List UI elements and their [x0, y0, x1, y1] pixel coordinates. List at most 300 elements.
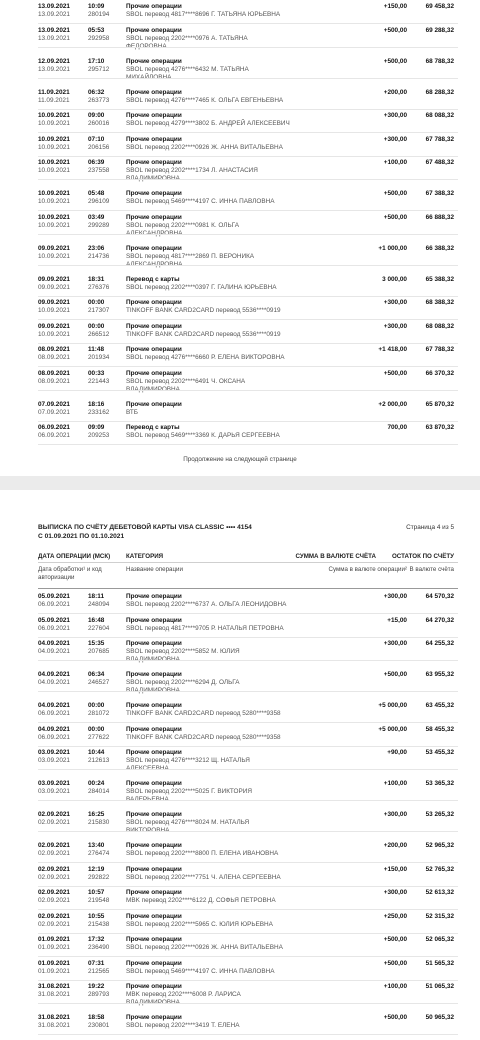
operation-date: 04.09.2021: [38, 671, 70, 678]
operation-description: SBOL перевод 2202****6491 Ч. ОКСАНА ВЛАДИМИРОВНА: [126, 377, 246, 393]
auth-code: 233162: [88, 408, 110, 416]
account-balance: 64 255,32: [425, 640, 454, 647]
operation-date: 13.09.2021: [38, 3, 70, 10]
operation-date: 09.09.2021: [38, 275, 70, 283]
row-divider: [38, 179, 458, 180]
account-balance: 63 870,32: [425, 424, 454, 431]
account-balance: 68 288,32: [425, 88, 454, 96]
operation-description: SBOL перевод 4279****3802 Б. АНДРЕЙ АЛЕКСЕЕВИЧ: [126, 120, 290, 127]
operation-date: 10.09.2021: [38, 112, 70, 119]
table-row: [0, 777, 480, 801]
account-balance: 52 765,32: [425, 865, 454, 873]
operation-date: 01.09.2021: [38, 936, 70, 943]
operation-description: SBOL перевод 4817****2869 П. ВЕРОНИКА АЛЕКСАНДРОВНА: [126, 252, 255, 268]
processing-date: 31.08.2021: [38, 1022, 70, 1029]
auth-code: 212613: [88, 757, 110, 764]
operation-amount: 3 000,00: [382, 275, 407, 283]
account-balance: 51 565,32: [425, 959, 454, 967]
col-date-subheader: Дата обработки¹ и код авторизации: [38, 566, 102, 581]
account-balance: 53 265,32: [425, 811, 454, 818]
operation-amount: +100,00: [383, 780, 407, 787]
account-balance: 68 388,32: [425, 299, 454, 306]
processing-date: 10.09.2021: [38, 198, 70, 205]
processing-date: 08.09.2021: [38, 377, 70, 385]
account-balance: 58 455,32: [425, 725, 454, 733]
operation-amount: +90,00: [387, 749, 407, 756]
account-balance: 52 065,32: [425, 936, 454, 943]
auth-code: 299289: [88, 221, 110, 229]
operation-category: Прочие операции: [126, 959, 182, 967]
operation-description: SBOL перевод 2202****7751 Ч. АЛЕНА СЕРГЕЕВНА: [126, 873, 281, 881]
operation-description: SBOL перевод 5469****4197 С. ИННА ПАВЛОВНА: [126, 967, 275, 975]
statement-period: С 01.09.2021 ПО 01.10.2021: [38, 533, 125, 540]
account-balance: 63 455,32: [425, 702, 454, 709]
table-row: [0, 1011, 480, 1035]
auth-code: 230801: [88, 1022, 110, 1029]
operation-amount: +300,00: [383, 135, 407, 143]
row-divider: [38, 800, 458, 801]
row-divider: [38, 831, 458, 832]
processing-date: 07.09.2021: [38, 408, 70, 416]
operation-category: Прочие операции: [126, 213, 182, 221]
account-balance: 68 788,32: [425, 57, 454, 65]
operation-time: 10:44: [88, 749, 105, 756]
operation-time: 11:48: [88, 346, 104, 353]
operation-amount: +100,00: [383, 159, 407, 166]
operation-time: 00:24: [88, 780, 105, 787]
account-balance: 63 955,32: [425, 671, 454, 678]
page-number: Страница 4 из 5: [406, 524, 454, 531]
operation-amount: +2 000,00: [378, 400, 407, 408]
operation-date: 10.09.2021: [38, 135, 70, 143]
processing-date: 10.09.2021: [38, 221, 70, 229]
auth-code: 212565: [88, 967, 110, 975]
operation-category: Прочие операции: [126, 749, 182, 756]
processing-date: 13.09.2021: [38, 65, 70, 73]
auth-code: 248094: [88, 601, 110, 608]
table-row: [0, 86, 480, 110]
operation-time: 15:35: [88, 640, 105, 647]
processing-date: 02.09.2021: [38, 850, 70, 857]
operation-description: SBOL перевод 2202****5852 М. ЮЛИЯ ВЛАДИМИРОВНА: [126, 648, 240, 663]
operation-time: 12:19: [88, 865, 105, 873]
operation-time: 23:06: [88, 244, 105, 252]
processing-date: 10.09.2021: [38, 307, 70, 314]
operation-time: 09:09: [88, 424, 105, 431]
operation-description: SBOL перевод 4817****8696 Г. ТАТЬЯНА ЮРЬЕВНА: [126, 11, 281, 18]
operation-time: 07:10: [88, 135, 105, 143]
operation-date: 02.09.2021: [38, 842, 70, 849]
auth-code: 295712: [88, 65, 110, 73]
operation-amount: +500,00: [383, 936, 407, 943]
operation-category: Прочие операции: [126, 983, 182, 990]
operation-category: Прочие операции: [126, 346, 182, 353]
row-divider: [38, 234, 458, 235]
operation-description: TINKOFF BANK CARD2CARD перевод 5536****0919: [126, 307, 281, 314]
auth-code: 217307: [88, 307, 110, 314]
table-row: [0, 273, 480, 297]
processing-date: 13.09.2021: [38, 34, 70, 42]
account-balance: 52 315,32: [425, 912, 454, 920]
table-row: [0, 699, 480, 723]
operation-time: 06:32: [88, 88, 105, 96]
statement-page-3: [0, 0, 480, 476]
operation-category: Прочие операции: [126, 616, 182, 624]
table-row: [0, 55, 480, 79]
operation-amount: +500,00: [383, 959, 407, 967]
auth-code: 237558: [88, 167, 110, 174]
auth-code: 246527: [88, 679, 110, 686]
operation-time: 10:55: [88, 912, 105, 920]
operation-amount: +300,00: [383, 299, 407, 306]
processing-date: 08.09.2021: [38, 354, 70, 361]
operation-description: ВТБ: [126, 408, 138, 416]
operation-category: Прочие операции: [126, 640, 182, 647]
table-row: [0, 156, 480, 180]
account-balance: 53 365,32: [425, 780, 454, 787]
auth-code: 201934: [88, 354, 110, 361]
processing-date: 10.09.2021: [38, 120, 70, 127]
operation-date: 02.09.2021: [38, 889, 70, 896]
operation-date: 10.09.2021: [38, 213, 70, 221]
processing-date: 10.09.2021: [38, 252, 70, 260]
processing-date: 10.09.2021: [38, 167, 70, 174]
row-divider: [38, 265, 458, 266]
operation-description: TINKOFF BANK CARD2CARD перевод 5280****9358: [126, 733, 281, 741]
operation-date: 08.09.2021: [38, 346, 70, 353]
operation-time: 13:40: [88, 842, 105, 849]
row-divider: [38, 769, 458, 770]
operation-description: SBOL перевод 2202****0926 Ж. АННА ВИТАЛЬЕВНА: [126, 944, 283, 951]
operation-amount: +300,00: [383, 811, 407, 818]
operation-description: SBOL перевод 2202****8800 П. ЕЛЕНА ИВАНОВНА: [126, 850, 279, 857]
operation-description: SBOL перевод 4276****6660 Р. ЕЛЕНА ВИКТОРОВНА: [126, 354, 285, 361]
operation-date: 04.09.2021: [38, 702, 70, 709]
auth-code: 219548: [88, 897, 110, 904]
table-row: [0, 933, 480, 957]
auth-code: 292822: [88, 873, 110, 881]
table-row: [0, 723, 480, 747]
operation-time: 06:34: [88, 671, 105, 678]
account-balance: 51 065,32: [425, 983, 454, 990]
auth-code: 292958: [88, 34, 110, 42]
account-balance: 53 455,32: [425, 749, 454, 756]
operation-description: SBOL перевод 2202****6294 Д. ОЛЬГА ВЛАДИМИРОВНА: [126, 679, 240, 694]
operation-category: Прочие операции: [126, 725, 182, 733]
operation-date: 11.09.2021: [38, 88, 70, 96]
operation-amount: +500,00: [383, 369, 407, 377]
operation-time: 00:00: [88, 299, 105, 306]
operation-date: 12.09.2021: [38, 57, 70, 65]
operation-date: 02.09.2021: [38, 811, 70, 818]
operation-amount: +1 000,00: [378, 244, 407, 252]
operation-amount: 700,00: [387, 424, 407, 431]
operation-amount: +300,00: [383, 640, 407, 647]
table-row: [0, 910, 480, 934]
operation-amount: +1 418,00: [378, 346, 407, 353]
operation-time: 05:53: [88, 26, 105, 34]
auth-code: 214736: [88, 252, 110, 260]
operation-description: TINKOFF BANK CARD2CARD перевод 5280****9358: [126, 710, 281, 717]
auth-code: 227604: [88, 624, 110, 632]
auth-code: 215830: [88, 819, 110, 826]
auth-code: 221443: [88, 377, 110, 385]
table-row: [0, 24, 480, 48]
auth-code: 276376: [88, 283, 110, 291]
processing-date: 04.09.2021: [38, 648, 70, 655]
operation-category: Прочие операции: [126, 159, 182, 166]
auth-code: 296109: [88, 198, 110, 205]
operation-category: Прочие операции: [126, 400, 182, 408]
col-balance-subheader: В валюте счёта: [409, 566, 454, 573]
operation-description: SBOL перевод 4276****6432 М. ТАТЬЯНА МИХАЙЛОВНА: [126, 65, 249, 81]
table-row: [0, 421, 480, 445]
processing-date: 02.09.2021: [38, 897, 70, 904]
account-balance: 65 388,32: [425, 275, 454, 283]
table-row: [0, 109, 480, 133]
row-divider: [38, 1003, 458, 1004]
col-balance-header: ОСТАТОК ПО СЧЁТУ: [391, 553, 454, 560]
page-gap: [0, 476, 480, 490]
account-balance: 67 788,32: [425, 346, 454, 353]
processing-date: 06.09.2021: [38, 624, 70, 632]
operation-time: 05:48: [88, 190, 105, 197]
account-balance: 67 388,32: [425, 190, 454, 197]
operation-date: 04.09.2021: [38, 725, 70, 733]
operation-time: 10:09: [88, 3, 105, 10]
operation-date: 02.09.2021: [38, 912, 70, 920]
operation-category: Прочие операции: [126, 244, 182, 252]
processing-date: 06.09.2021: [38, 710, 70, 717]
operation-time: 00:00: [88, 725, 105, 733]
operation-date: 05.09.2021: [38, 593, 70, 600]
operation-category: Прочие операции: [126, 889, 182, 896]
processing-date: 06.09.2021: [38, 601, 70, 608]
table-row: [0, 398, 480, 422]
table-row: [0, 343, 480, 367]
operation-time: 18:58: [88, 1014, 105, 1021]
subheader-divider: [38, 588, 458, 589]
operation-category: Прочие операции: [126, 842, 182, 849]
account-balance: 64 270,32: [425, 616, 454, 624]
operation-date: 08.09.2021: [38, 369, 70, 377]
col-category-subheader: Название операции: [126, 566, 183, 573]
processing-date: 10.09.2021: [38, 330, 70, 338]
operation-time: 10:57: [88, 889, 105, 896]
header-divider: [38, 562, 458, 563]
operation-description: SBOL перевод 4817****9705 Р. НАТАЛЬЯ ПЕТРОВНА: [126, 624, 284, 632]
operation-time: 09:00: [88, 112, 105, 119]
table-row: [0, 668, 480, 692]
operation-description: SBOL перевод 4276****7465 К. ОЛЬГА ЕВГЕНЬЕВНА: [126, 96, 284, 104]
operation-time: 07:31: [88, 959, 105, 967]
operation-category: Прочие операции: [126, 865, 182, 873]
operation-time: 03:49: [88, 213, 105, 221]
table-row: [0, 242, 480, 266]
processing-date: 11.09.2021: [38, 96, 70, 104]
table-row: [0, 614, 480, 638]
operation-category: Прочие операции: [126, 3, 182, 10]
account-balance: 66 888,32: [425, 213, 454, 221]
auth-code: 289793: [88, 991, 110, 998]
operation-amount: +5 000,00: [378, 702, 407, 709]
operation-date: 03.09.2021: [38, 780, 70, 787]
account-balance: 68 088,32: [425, 322, 454, 330]
processing-date: 09.09.2021: [38, 283, 70, 291]
account-balance: 50 965,32: [425, 1014, 454, 1021]
operation-description: MBK перевод 2202****6008 Р. ЛАРИСА ВЛАДИМИРОВНА: [126, 991, 241, 1006]
operation-time: 00:33: [88, 369, 105, 377]
account-balance: 52 613,32: [425, 889, 454, 896]
operation-time: 18:16: [88, 400, 105, 408]
operation-date: 03.09.2021: [38, 749, 70, 756]
operation-description: SBOL перевод 2202****5965 С. ЮЛИЯ ЮРЬЕВНА: [126, 920, 273, 928]
operation-category: Прочие операции: [126, 26, 182, 34]
operation-amount: +100,00: [383, 983, 407, 990]
operation-amount: +150,00: [383, 3, 407, 10]
auth-code: 277622: [88, 733, 110, 741]
auth-code: 260016: [88, 120, 110, 127]
row-divider: [38, 47, 458, 48]
operation-amount: +500,00: [383, 57, 407, 65]
operation-description: SBOL перевод 2202****0976 А. ТАТЬЯНА ФЕДОРОВНА: [126, 34, 248, 50]
account-balance: 67 788,32: [425, 135, 454, 143]
table-row: [0, 980, 480, 1004]
account-balance: 69 458,32: [425, 3, 454, 10]
operation-amount: +250,00: [383, 912, 407, 920]
operation-category: Прочие операции: [126, 299, 182, 306]
auth-code: 207685: [88, 648, 110, 655]
operation-description: TINKOFF BANK CARD2CARD перевод 5536****0919: [126, 330, 281, 338]
operation-amount: +15,00: [387, 616, 407, 624]
operation-time: 00:00: [88, 322, 105, 330]
auth-code: 236490: [88, 944, 110, 951]
table-row: [0, 839, 480, 863]
account-balance: 66 388,32: [425, 244, 454, 252]
operation-category: Прочие операции: [126, 702, 182, 709]
operation-category: Перевод с карты: [126, 424, 180, 431]
operation-time: 17:10: [88, 57, 105, 65]
row-divider: [38, 390, 458, 391]
table-row: [0, 367, 480, 391]
operation-amount: +300,00: [383, 889, 407, 896]
table-row: [0, 863, 480, 887]
table-row: [0, 957, 480, 981]
operation-date: 31.08.2021: [38, 983, 70, 990]
account-balance: 66 370,32: [425, 369, 454, 377]
operation-amount: +500,00: [383, 26, 407, 34]
operation-category: Прочие операции: [126, 811, 182, 818]
operation-description: SBOL перевод 4276****3212 Щ. НАТАЛЬЯ АЛЕКСЕЕВНА: [126, 757, 250, 772]
processing-date: 13.09.2021: [38, 11, 70, 18]
auth-code: 284014: [88, 788, 110, 795]
auth-code: 281072: [88, 710, 110, 717]
operation-amount: +200,00: [383, 88, 407, 96]
operation-description: SBOL перевод 5469****4197 С. ИННА ПАВЛОВНА: [126, 198, 275, 205]
auth-code: 280194: [88, 11, 110, 18]
auth-code: 215438: [88, 920, 110, 928]
operation-category: Прочие операции: [126, 190, 182, 197]
operation-amount: +500,00: [383, 671, 407, 678]
operation-description: SBOL перевод 2202****3419 Т. ЕЛЕНА: [126, 1022, 240, 1029]
operation-category: Прочие операции: [126, 912, 182, 920]
operation-time: 00:00: [88, 702, 105, 709]
account-balance: 68 088,32: [425, 112, 454, 119]
operation-date: 31.08.2021: [38, 1014, 70, 1021]
operation-date: 09.09.2021: [38, 299, 70, 306]
col-amount-header: СУММА В ВАЛЮТЕ СЧЁТА: [295, 553, 376, 560]
operation-category: Прочие операции: [126, 780, 182, 787]
operation-time: 16:48: [88, 616, 105, 624]
operation-category: Прочие операции: [126, 57, 182, 65]
table-row: [0, 637, 480, 661]
row-divider: [38, 691, 458, 692]
operation-description: SBOL перевод 2202****0397 Г. ГАЛИНА ЮРЬЕВНА: [126, 283, 277, 291]
auth-code: 263773: [88, 96, 110, 104]
operation-description: SBOL перевод 2202****6737 А. ОЛЬГА ЛЕОНИДОВНА: [126, 601, 287, 608]
operation-date: 05.09.2021: [38, 616, 70, 624]
operation-amount: +500,00: [383, 190, 407, 197]
operation-date: 10.09.2021: [38, 159, 70, 166]
operation-category: Прочие операции: [126, 135, 182, 143]
operation-date: 07.09.2021: [38, 400, 70, 408]
operation-date: 10.09.2021: [38, 190, 70, 197]
account-balance: 52 965,32: [425, 842, 454, 849]
operation-description: SBOL перевод 2202****0981 К. ОЛЬГА АЛЕКСАНДРОВНА: [126, 221, 239, 237]
operation-description: SBOL перевод 4276****8024 М. НАТАЛЬЯ ВИКТОРОВНА: [126, 819, 250, 834]
operation-description: SBOL перевод 2202****5025 Г. ВИКТОРИЯ ВАЛЕРЬЕВНА: [126, 788, 252, 803]
table-row: [0, 590, 480, 614]
row-divider: [38, 660, 458, 661]
account-balance: 64 570,32: [425, 593, 454, 600]
operation-category: Прочие операции: [126, 88, 182, 96]
operation-amount: +200,00: [383, 842, 407, 849]
row-divider: [38, 78, 458, 79]
operation-category: Прочие операции: [126, 322, 182, 330]
operation-date: 06.09.2021: [38, 424, 70, 431]
statement-title: ВЫПИСКА ПО СЧЁТУ ДЕБЕТОВОЙ КАРТЫ VISA CLASSIC •••• 4154: [38, 524, 252, 531]
operation-time: 19:22: [88, 983, 105, 990]
col-amount-subheader: Сумма в валюте операции²: [328, 566, 407, 573]
operation-description: SBOL перевод 2202****1734 Л. АНАСТАСИЯ ВЛАДИМИРОВНА: [126, 167, 258, 182]
auth-code: 276474: [88, 850, 110, 857]
table-row: [0, 296, 480, 320]
processing-date: 10.09.2021: [38, 143, 70, 151]
table-row: [0, 808, 480, 832]
operation-time: 18:31: [88, 275, 105, 283]
processing-date: 04.09.2021: [38, 679, 70, 686]
table-row: [0, 187, 480, 211]
operation-category: Прочие операции: [126, 1014, 182, 1021]
operation-amount: +300,00: [383, 322, 407, 330]
operation-amount: +500,00: [383, 213, 407, 221]
operation-amount: +300,00: [383, 112, 407, 119]
operation-amount: +5 000,00: [378, 725, 407, 733]
operation-time: 16:25: [88, 811, 105, 818]
table-row: [0, 133, 480, 157]
operation-time: 06:39: [88, 159, 105, 166]
continued-note: Продолжение на следующей странице: [183, 456, 297, 463]
operation-category: Прочие операции: [126, 593, 182, 600]
processing-date: 02.09.2021: [38, 920, 70, 928]
operation-time: 17:32: [88, 936, 105, 943]
table-row: [0, 0, 480, 24]
operation-date: 09.09.2021: [38, 322, 70, 330]
operation-category: Прочие операции: [126, 112, 182, 119]
auth-code: 206156: [88, 143, 110, 151]
operation-amount: +500,00: [383, 1014, 407, 1021]
account-balance: 67 488,32: [425, 159, 454, 166]
